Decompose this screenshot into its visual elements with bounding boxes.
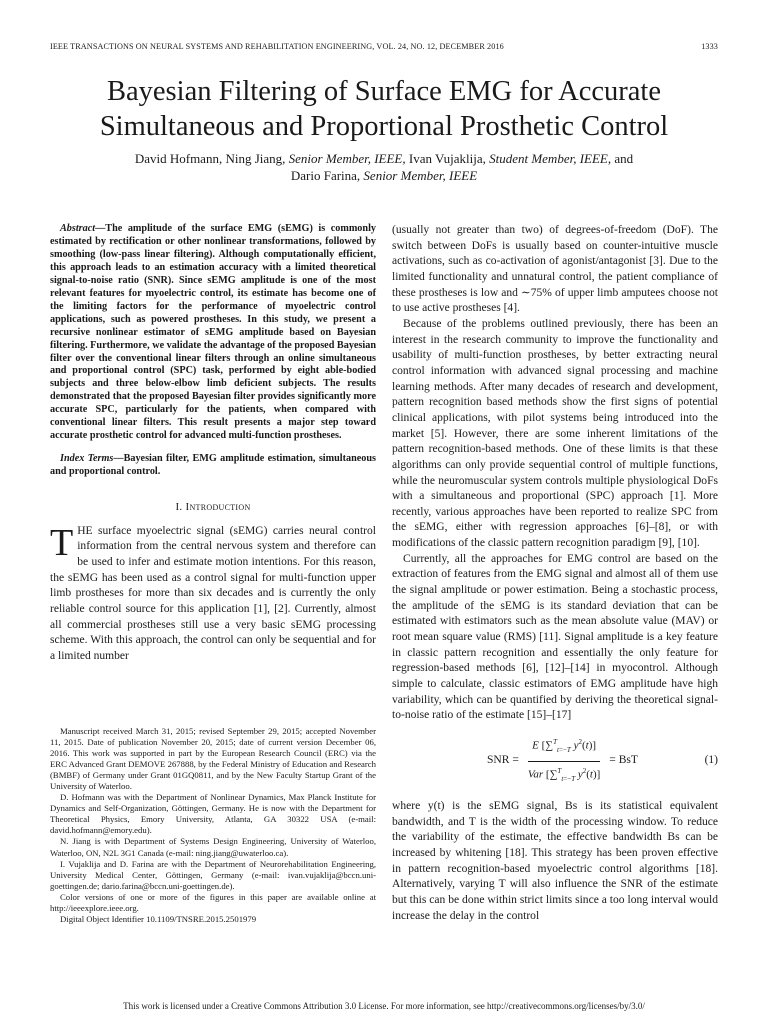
- footnote-color: Color versions of one or more of the figures in this paper are available online at http://ieeexplore.ieee.org.: [50, 891, 376, 913]
- author-4: Dario Farina,: [290, 168, 361, 183]
- intro-paragraph-1: [50, 521, 376, 665]
- author-2-role: Senior Member, IEEE,: [288, 151, 406, 166]
- right-column: [392, 223, 718, 924]
- right-paragraph-3: Currently, all the approaches for EMG control are based on the extraction of features from the EMG signal and almost all of them use the signal amplitude or power estimation. Being a stochastic process, the amplitude of the sEMG is its standard deviation that can be estimated with estimators such as the mean absolute value (MAV) or root mean square value (RMS) [11]. Signal amplitude is a key feature in classic pattern recognition and essentially the only feature for regression-based methods [6], [12]–[14] in myocontrol. Although simple to calculate, classic estimators of EMG amplitude have high variability, which can be quantified by deriving the theoretical signal-to-noise ratio of the estimate [15]–[17]: [392, 552, 718, 722]
- right-paragraph-4: where y(t) is the sEMG signal, Bs is its statistical equivalent bandwidth, and T is the width of the processing window. To reduce the variability of the estimate, the effective bandwidth Bs can be increased by whitening [18]. This strategy has been proven effective in pattern recognition-based myoelectric control algorithms [18]. Alternatively, varying T will also influence the SNR of the estimate but this can be done within strict limits since a too long interval would increase the delay in the control: [392, 800, 718, 922]
- equation-lhs: SNR =: [487, 754, 519, 767]
- index-terms-label: Index Terms: [60, 453, 114, 465]
- footnote-jiang: N. Jiang is with Department of Systems Design Engineering, University of Waterloo, Waterloo, ON, N2L 3G1 Canada (e-mail: ning.jiang@uwaterloo.ca).: [50, 836, 376, 858]
- fraction-denominator: Var [∑$^T_{t=-T}$ $y^2(t)$]: [527, 766, 601, 783]
- left-column: [50, 223, 376, 665]
- author-3: Ivan Vujaklija,: [408, 151, 486, 166]
- running-header: [50, 42, 718, 51]
- section-title: Introduction: [185, 501, 251, 514]
- snr-fraction: [524, 735, 604, 787]
- intro-paragraph-1-text: HE surface myoelectric signal (sEMG) carries neural control information from the central nervous system and therefore can be used to infer and estimate motion intentions. For this reason, the sEMG has been used as a control signal for multi-function upper limb prostheses for more than six decades and is currently the only reliable control source for this application [1], [2]. Currently, almost all commercial prostheses still use a very basic sEMG processing scheme. With this approach, the control can only be sequential and for a limited number: [50, 524, 376, 663]
- index-terms: [50, 453, 376, 479]
- equation-1: [392, 732, 718, 790]
- license-footer: This work is licensed under a Creative Commons Attribution 3.0 License. For more information, see http://creativecommons.org/licenses/by/3.0/: [123, 1001, 645, 1011]
- right-paragraph-1: (usually not greater than two) of degrees-of-freedom (DoF). The switch between DoFs is usually based on counter-intuitive muscle activations, such as co-activation of agonist/antagonist [3]. Due to the limited functionality and unnatural control, the patient compliance of these prostheses is low and ∼75% of upper limb amputees choose not to use active prostheses [4].: [392, 224, 718, 315]
- equation-rhs: = BsT: [609, 754, 638, 767]
- title-line-2: Simultaneous and Proportional Prosthetic Control: [99, 111, 669, 142]
- footnote-doi: Digital Object Identifier 10.1109/TNSRE.2015.2501979: [60, 913, 257, 924]
- title-line-1: Bayesian Filtering of Surface EMG for Accurate: [107, 76, 661, 107]
- footnote-hofmann: D. Hofmann was with the Department of Nonlinear Dynamics, Max Planck Institute for Dynamics and Self-Organization, Göttingen, Germany. He is now with the Department for Theoretical Physics, Emory University, Atlanta, GA 30322 USA (e-mail: david.hofmann@emory.edu).: [50, 792, 376, 836]
- journal-name: IEEE TRANSACTIONS ON NEURAL SYSTEMS AND REHABILITATION ENGINEERING, VOL. 24, NO. 12, DECEMBER 2016: [50, 42, 504, 51]
- paper-title: [40, 74, 728, 144]
- section-heading: [50, 500, 376, 516]
- snr-formula: [487, 735, 638, 787]
- fraction-numerator: E [∑$^T_{t=-T}$ $y^2(t)$]: [528, 735, 600, 762]
- footnote-vujaklija-farina: I. Vujaklija and D. Farina are with the Department of Neurorehabilitation Engineering, University Medical Center, Göttingen, Germany (e-mail: ivan.vujaklija@bccn.uni-goettingen.de; dario.farina@bccn.uni-goettingen.de).: [50, 858, 376, 891]
- author-list: [60, 150, 708, 184]
- author-3-role: Student Member, IEEE,: [489, 151, 612, 166]
- footnotes: [50, 726, 376, 925]
- author-1: David Hofmann,: [134, 151, 223, 166]
- page-number: 1333: [701, 42, 718, 51]
- index-terms-text: —Bayesian filter, EMG amplitude estimation, simultaneous and proportional control.: [50, 453, 376, 478]
- drop-cap: T: [50, 521, 74, 564]
- equation-number: (1): [704, 754, 718, 767]
- author-conjunction: and: [614, 151, 634, 166]
- abstract-text: —The amplitude of the surface EMG (sEMG) is commonly estimated by rectification or other nonlinear transformations, followed by smoothing (low-pass linear filtering). Although computationally efficient, this approach leads to an estimation accuracy with a limited theoretical signal-to-noise ratio (SNR). Since sEMG amplitude is one of the most relevant features for myoelectric control, its estimate has become one of the limiting factors for the performance of myoelectric control applications, such as powered prostheses. In this study, we present a recursive nonlinear estimator of sEMG amplitude based on Bayesian filtering. Furthermore, we validate the advantage of the proposed Bayesian filter over the conventional linear filters through an online simultaneous and proportional control (SPC) task, performed by eight able-bodied subjects and three below-elbow limb deficient subjects. The results demonstrated that the proposed Bayesian filter provides significantly more accurate SPC, particularly for the patients, when compared with conventional linear filters. This result presents a major step toward accurate prosthetic control for advanced multi-function prostheses.: [50, 223, 376, 442]
- author-2: Ning Jiang,: [225, 151, 286, 166]
- abstract: [50, 223, 376, 443]
- author-4-role: Senior Member, IEEE: [363, 168, 478, 183]
- footnote-manuscript: Manuscript received March 31, 2015; revised September 29, 2015; accepted November 11, 2015. Date of publication November 20, 2015; date of current version December 06, 2016. This work was supported in part by the European Research Council (ERC) via the ERC Advanced Grant DEMOVE 267888, by the Federal Ministry of Education and Research (BMBF) of Germany under Grant 01GQ0811, and by the New Faculty Startup Grant of the University of Waterloo.: [50, 726, 376, 792]
- section-number: I.: [175, 501, 183, 514]
- abstract-label: Abstract: [60, 223, 96, 234]
- right-paragraph-2: Because of the problems outlined previously, there has been an interest in the research community to improve the functionality and usability of multi-function prostheses, by better extracting neural control information with advanced signal processing and machine learning methods. After many decades of research and development, pattern recognition based methods show the first signs of potential clinical applications, with pilot systems being introduced into the market [5]. However, there are some inherent limitations of the pattern recognition-based methods. One of these limits is that these algorithms can only provide sequential control of multiple functions, while the neuromuscular system controls multiple physiological DoFs with a simultaneous and proportional (SPC) approach [1]. More recently, various approaches have been reported to realize SPC from the sEMG, either with regression approaches [6]–[8], or with modifications of the classic pattern recognition paradigm [9], [10].: [392, 317, 718, 550]
